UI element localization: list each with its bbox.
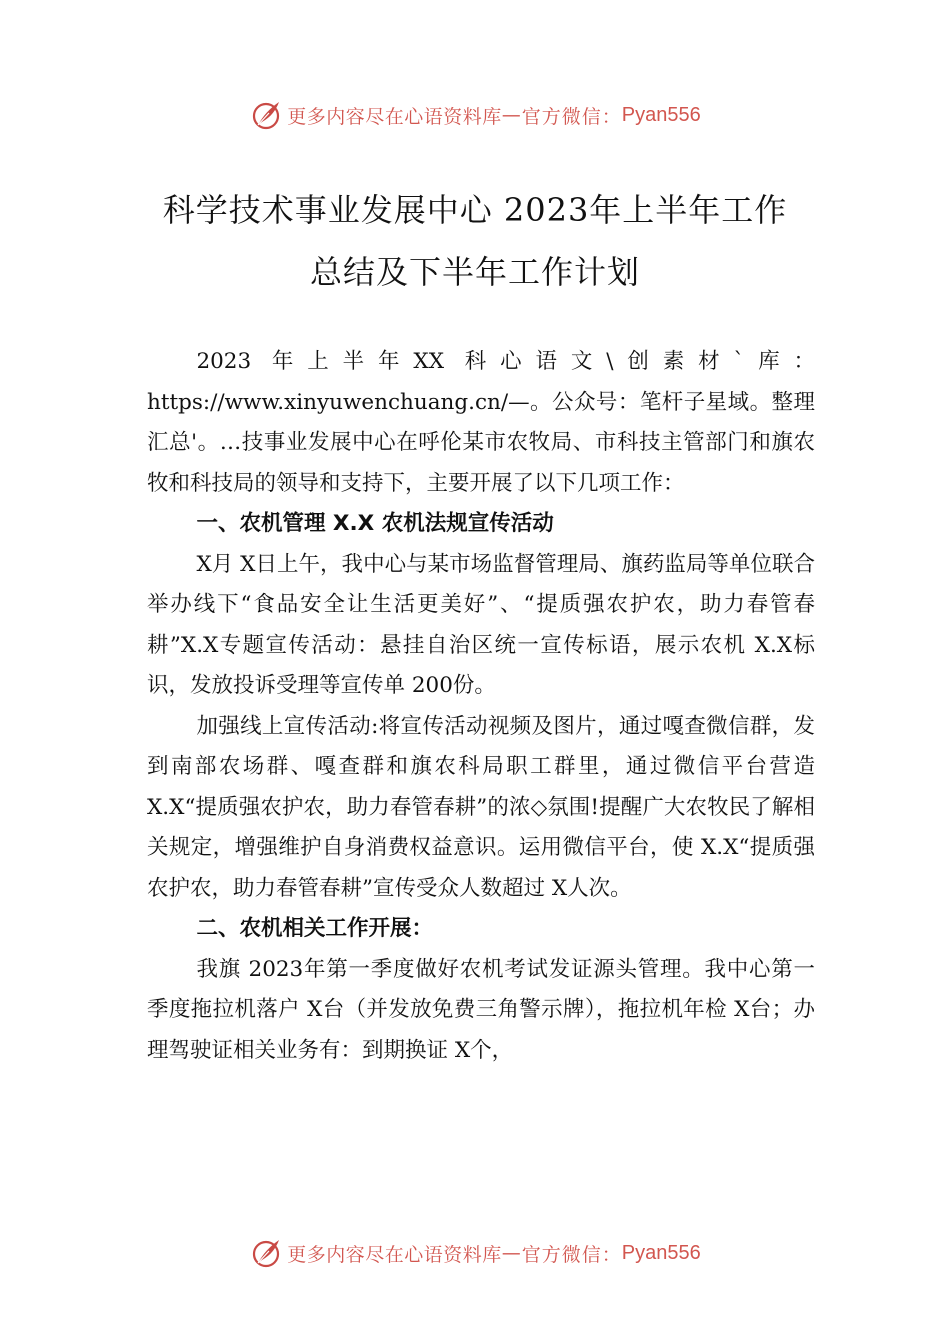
watermark-dash: — [501,1242,522,1264]
feather-pen-logo-icon [249,1236,283,1270]
document-title-line-2: 总结及下半年工作计划 [309,253,640,291]
section-heading-2: 二、农机相关工作开展： [196,916,433,941]
watermark-banner-bottom [0,1233,950,1273]
watermark-official-label: 官方微信： [521,105,622,128]
watermark-wechat-id: Pyan556 [621,1241,701,1264]
watermark-banner-top [0,95,950,135]
paragraph-offline-campaign: X月 X日上午，我中心与某市场监督管理局、旗药监局等单位联合举办线下“食品安全让生活更美好”、“提质强农护农，助力春管春耕”X.X专题宣传活动：悬挂自治区统一宣传标语，展示农机 X.X标识，发放投诉受理等宣传单 200份。 [147,551,815,698]
watermark-dash: — [501,104,522,126]
document-body [147,342,815,1071]
watermark-main-text: 更多内容尽在心语资料库 [287,105,502,128]
paragraph-online-campaign: 加强线上宣传活动:将宣传活动视频及图片，通过嘎查微信群，发到南部农场群、嘎查群和旗农科局职工群里，通过微信平台营造 X.X“提质强农护农，助力春管春耕”的浓◇氛围!提醒广大农牧民了解相关规定，增强维护自身消费权益意识。运用微信平台，使 X.X“提质强农护农，助力春管春耕”宣传受众人数超过 X人次。 [147,713,815,901]
feather-pen-logo-icon [249,98,283,132]
document-title-line-1: 科学技术事业发展中心 2023年上半年工作 [162,191,788,229]
intro-paragraph: 2023 年上半年XX 科心语文\创素材`库：https://www.xinyuwenchuang.cn/—。公众号：笔杆子星域。整理汇总'。…技事业发展中心在呼伦某市农牧局、市科技主管部门和旗农牧和科技局的领导和支持下，主要开展了以下几项工作： [147,349,815,496]
watermark-official-label: 官方微信： [521,1243,622,1266]
watermark-main-text: 更多内容尽在心语资料库 [287,1243,502,1266]
section-heading-1: 一、农机管理 X.X 农机法规宣传活动 [196,511,554,536]
watermark-wechat-id: Pyan556 [621,103,701,126]
paragraph-licensing: 我旗 2023年第一季度做好农机考试发证源头管理。我中心第一季度拖拉机落户 X台（并发放免费三角警示牌），拖拉机年检 X台；办理驾驶证相关业务有：到期换证 X个， [147,956,815,1063]
